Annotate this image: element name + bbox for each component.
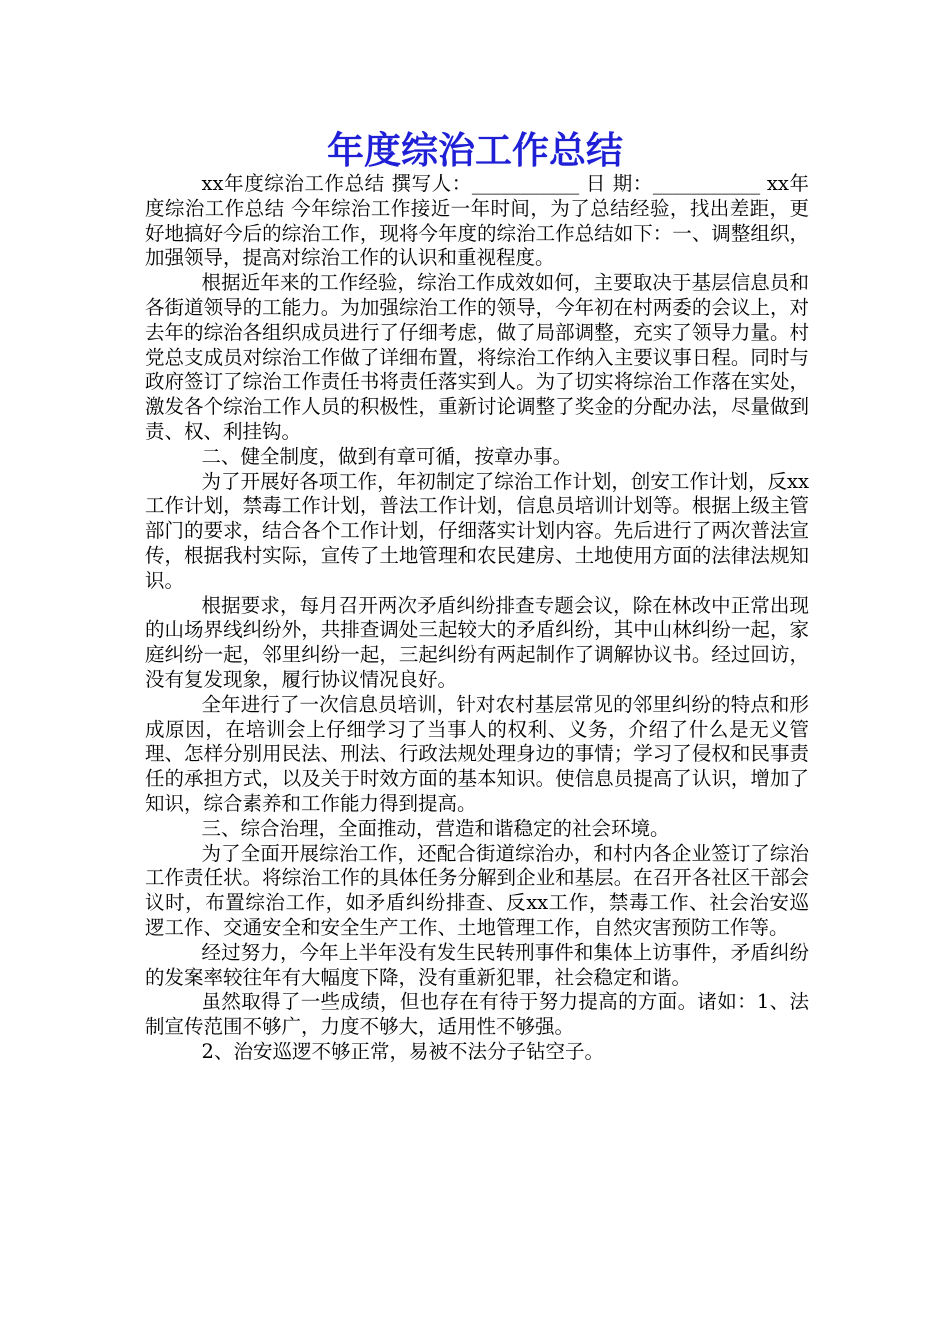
document-title: 年度综治工作总结 <box>327 128 623 172</box>
paragraph-results: 经过努力，今年上半年没有发生民转刑事件和集体上访事件，矛盾纠纷的发案率较往年有大幅度下降，没有重新犯罪，社会稳定和谐。 <box>145 940 809 989</box>
paragraph-disputes: 根据要求，每月召开两次矛盾纠纷排查专题会议，除在林改中正常出现的山场界线纠纷外，共排查调处三起较大的矛盾纠纷，其中山林纠纷一起，家庭纠纷一起，邻里纠纷一起，三起纠纷有两起制作了调解协议书。经过回访，没有复发现象，履行协议情况良好。 <box>145 593 809 691</box>
paragraph-plans: 为了开展好各项工作，年初制定了综治工作计划，创安工作计划，反xx工作计划，禁毒工作计划，普法工作计划，信息员培训计划等。根据上级主管部门的要求，结合各个工作计划，仔细落实计划内容。先后进行了两次普法宣传，根据我村实际，宣传了土地管理和农民建房、土地使用方面的法律法规知识。 <box>145 469 809 592</box>
paragraph-patrol: 2、治安巡逻不够正常，易被不法分子钻空子。 <box>201 1039 604 1063</box>
paragraph-training: 全年进行了一次信息员培训，针对农村基层常见的邻里纠纷的特点和形成原因，在培训会上仔细学习了当事人的权利、义务，介绍了什么是无义管理、怎样分别用民法、刑法、行政法规处理身边的事情；学习了侵权和民事责任的承担方式，以及关于时效方面的基本知识。使信息员提高了认识，增加了知识，综合素养和工作能力得到提高。 <box>145 692 809 815</box>
paragraph-intro: xx年度综治工作总结 撰写人：___________ 日 期：___________ xx年度综治工作总结 今年综治工作接近一年时间，为了总结经验，找出差距，更好地搞好今后的综治工作，现将今年度的综治工作总结如下：一、调整组织，加强领导，提高对综治工作的认识和重视程度。 <box>145 172 809 270</box>
paragraph-comprehensive: 为了全面开展综治工作，还配合街道综治办，和村内各企业签订了综治工作责任状。将综治工作的具体任务分解到企业和基层。在召开各社区干部会议时，布置综治工作，如矛盾纠纷排查、反xx工作，禁毒工作、社会治安巡逻工作、交通安全和安全生产工作、土地管理工作，自然灾害预防工作等。 <box>145 841 809 939</box>
section-heading-2: 二、健全制度，做到有章可循，按章办事。 <box>201 444 573 468</box>
section-heading-3: 三、综合治理，全面推动，营造和谐稳定的社会环境。 <box>201 816 670 840</box>
paragraph-leadership: 根据近年来的工作经验，综治工作成效如何，主要取决于基层信息员和各街道领导的工能力。为加强综治工作的领导，今年初在村两委的会议上，对去年的综治各组织成员进行了仔细考虑，做了局部调整，充实了领导力量。村党总支成员对综治工作做了详细布置，将综治工作纳入主要议事日程。同时与政府签订了综治工作责任书将责任落实到人。为了切实将综治工作落在实处，激发各个综治工作人员的积极性，重新讨论调整了奖金的分配办法，尽量做到责、权、利挂钩。 <box>145 271 809 443</box>
paragraph-shortcomings: 虽然取得了一些成绩，但也存在有待于努力提高的方面。诸如：1、法制宣传范围不够广，力度不够大，适用性不够强。 <box>145 990 809 1039</box>
document-body <box>145 172 809 1065</box>
